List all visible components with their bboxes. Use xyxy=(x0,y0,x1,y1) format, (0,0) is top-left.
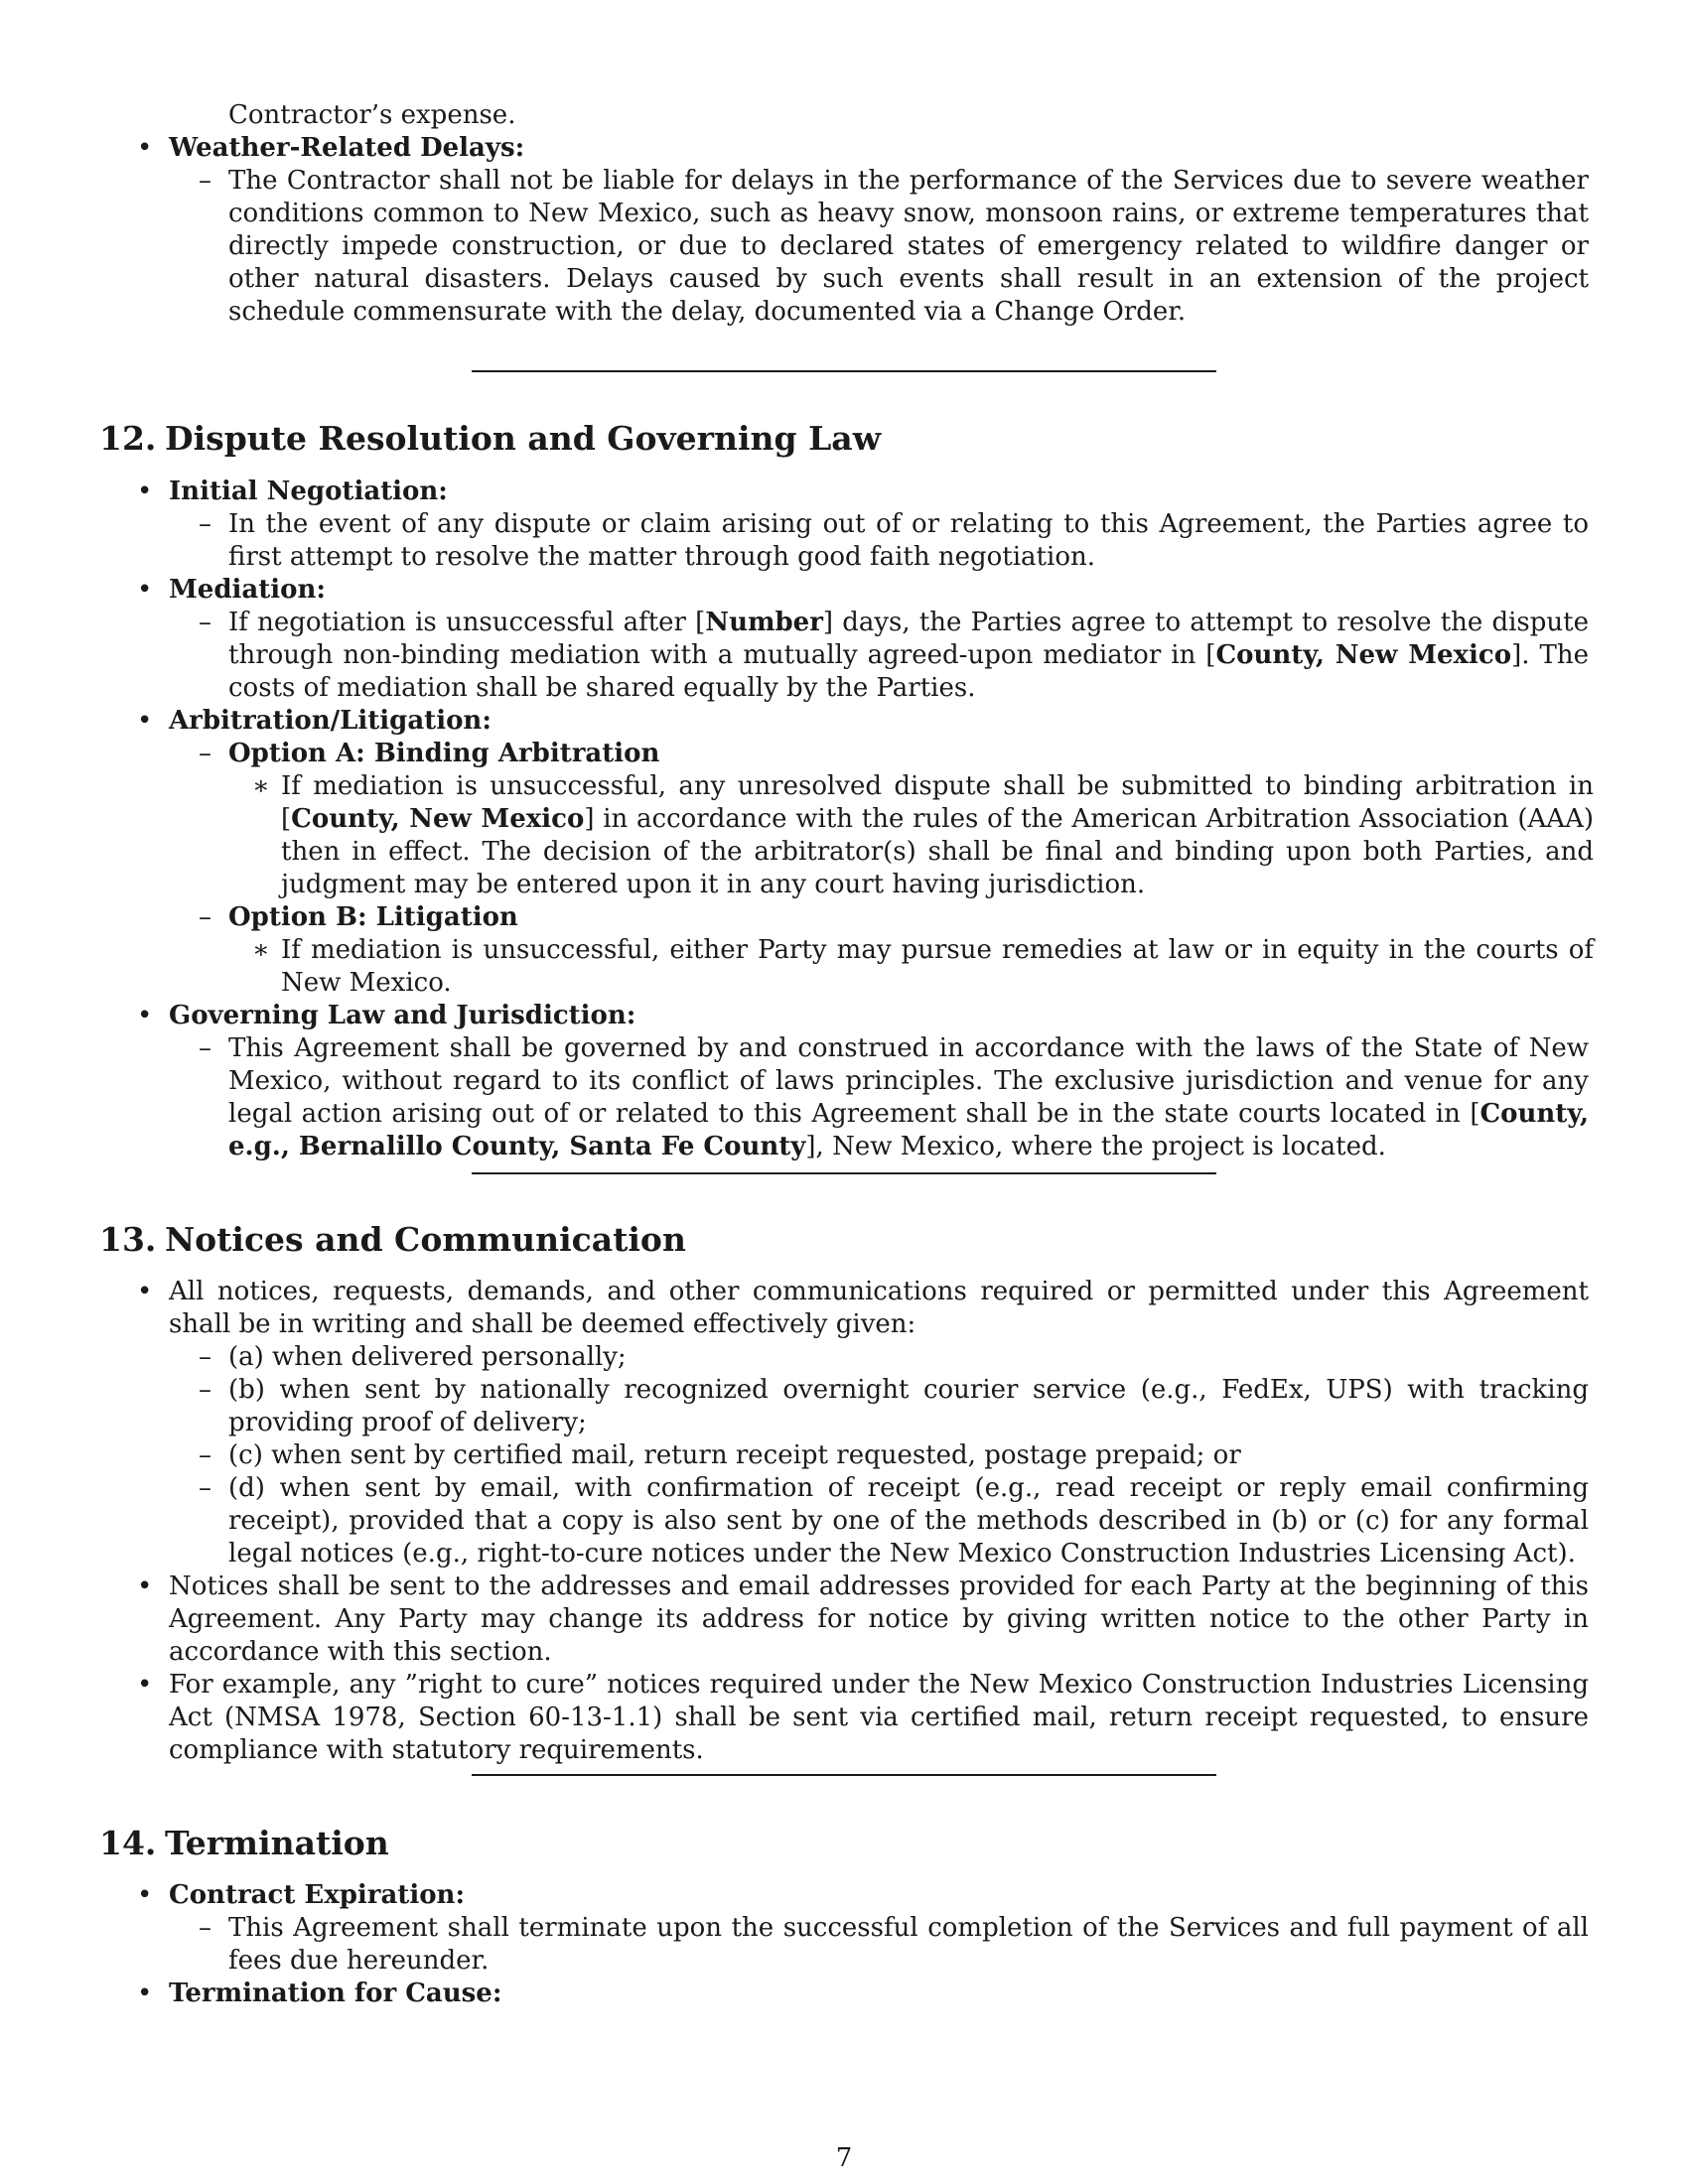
list-item-weather xyxy=(0,132,1688,165)
list-item-initial-negotiation xyxy=(0,476,1688,508)
sub-item-option-a xyxy=(0,738,1688,770)
item-label: Termination for Cause: xyxy=(169,1979,502,2008)
list-item-governing-law xyxy=(0,1000,1688,1032)
placeholder-field: County, New Mexico xyxy=(291,804,585,834)
section-13-body xyxy=(0,1276,1688,1767)
list-item xyxy=(0,1570,1688,1669)
bullet-icon: • xyxy=(137,133,153,163)
section-number: 14. xyxy=(99,1824,157,1862)
dash-icon: – xyxy=(199,1440,211,1470)
item-label: Arbitration/Litigation: xyxy=(169,706,492,736)
item-text: (a) when delivered personally; xyxy=(228,1342,627,1372)
dash-icon: – xyxy=(199,608,211,637)
item-text: (b) when sent by nationally recognized overnight courier service (e.g., FedEx, UPS) with tracking providing proof of delivery; xyxy=(228,1375,1589,1437)
sub-item xyxy=(0,1912,1688,1978)
dash-icon: – xyxy=(199,166,211,196)
asterisk-icon: ∗ xyxy=(252,935,270,965)
item-text: ], New Mexico, where the project is located. xyxy=(805,1132,1386,1161)
sub-sub-item xyxy=(0,934,1688,1000)
placeholder-field: County, e.g., Bernalillo County, Santa Fe County xyxy=(228,1099,1589,1161)
sub-item xyxy=(0,1032,1688,1163)
section-14-heading xyxy=(99,1824,389,1863)
item-label: Mediation: xyxy=(169,575,326,605)
bullet-icon: • xyxy=(137,575,153,605)
bullet-icon: • xyxy=(137,1001,153,1030)
continuation-text: Contractor’s expense. xyxy=(228,100,516,130)
section-13-heading xyxy=(99,1220,686,1260)
bullet-icon: • xyxy=(137,477,153,506)
section-11-continuation xyxy=(0,99,1688,329)
item-text: ]. The costs of mediation shall be shared equally by the Parties. xyxy=(228,640,1589,703)
bullet-icon: • xyxy=(137,1277,153,1306)
list-item-mediation xyxy=(0,574,1688,607)
list-item-termination-for-cause xyxy=(0,1978,1688,2010)
sub-item-option-b xyxy=(0,901,1688,934)
bullet-icon: • xyxy=(137,706,153,736)
sub-item xyxy=(0,1341,1688,1374)
sub-item-weather xyxy=(0,165,1688,329)
section-14-body xyxy=(0,1879,1688,2010)
bullet-icon: • xyxy=(137,1571,153,1601)
placeholder-field: County, New Mexico xyxy=(1215,640,1512,670)
dash-icon: – xyxy=(199,1342,211,1372)
section-divider xyxy=(472,1774,1216,1776)
dash-icon: – xyxy=(199,1473,211,1503)
item-text: If mediation is unsuccessful, either Party may pursue remedies at law or in equity in the courts of New Mexico. xyxy=(281,935,1594,998)
dash-icon: – xyxy=(199,902,211,932)
list-item xyxy=(0,1669,1688,1767)
section-number: 12. xyxy=(99,419,157,458)
sub-item xyxy=(0,1439,1688,1472)
dash-icon: – xyxy=(199,1913,211,1943)
item-text: All notices, requests, demands, and other communications required or permitted under this Agreement shall be in writing and shall be deemed effectively given: xyxy=(169,1277,1589,1339)
section-divider xyxy=(472,1172,1216,1174)
bullet-icon: • xyxy=(137,1979,153,2008)
item-label: Initial Negotiation: xyxy=(169,477,448,506)
asterisk-icon: ∗ xyxy=(252,771,270,801)
item-text: (c) when sent by certified mail, return receipt requested, postage prepaid; or xyxy=(228,1440,1241,1470)
item-text: This Agreement shall terminate upon the successful completion of the Services and full payment of all fees due hereunder. xyxy=(228,1913,1589,1976)
page-number: 7 xyxy=(835,2143,853,2173)
item-text: This Agreement shall be governed by and construed in accordance with the laws of the State of New Mexico, without regard to its conflict of laws principles. The exclusive jurisdiction and venue for any legal action arising out of or related to this Agreement shall be in the state courts located in [ xyxy=(228,1033,1589,1129)
section-12-body xyxy=(0,476,1688,1163)
section-title: Notices and Communication xyxy=(165,1220,686,1259)
item-label: Contract Expiration: xyxy=(169,1880,466,1910)
dash-icon: – xyxy=(199,1033,211,1063)
dash-icon: – xyxy=(199,509,211,539)
item-text: (d) when sent by email, with confirmation of receipt (e.g., read receipt or reply email confirming receipt), provided that a copy is also sent by one of the methods described in (b) or (c) for any formal legal notices (e.g., right-to-cure notices under the New Mexico Construction Industries Licensing Act). xyxy=(228,1473,1589,1569)
item-text: Notices shall be sent to the addresses and email addresses provided for each Party at the beginning of this Agreement. Any Party may change its address for notice by giving written notice to the other Party in accordance with this section. xyxy=(169,1571,1589,1667)
option-label: Option B: Litigation xyxy=(228,902,518,932)
weather-label: Weather-Related Delays: xyxy=(169,133,525,163)
list-item-contract-expiration xyxy=(0,1879,1688,1912)
sub-item xyxy=(0,508,1688,574)
list-item xyxy=(0,1276,1688,1341)
dash-icon: – xyxy=(199,1375,211,1405)
item-text: If mediation is unsuccessful, any unresolved dispute shall be submitted to binding arbitration in [ xyxy=(281,771,1594,834)
item-text: ] in accordance with the rules of the American Arbitration Association (AAA) then in effect. The decision of the arbitrator(s) shall be final and binding upon both Parties, and judgment may be entered upon it in any court having jurisdiction. xyxy=(281,804,1594,899)
item-label: Governing Law and Jurisdiction: xyxy=(169,1001,636,1030)
section-12-heading xyxy=(99,419,881,459)
section-title: Termination xyxy=(165,1824,389,1862)
weather-text: The Contractor shall not be liable for delays in the performance of the Services due to severe weather conditions common to New Mexico, such as heavy snow, monsoon rains, or extreme temperatures that directly impede construction, or due to declared states of emergency related to wildfire danger or other natural disasters. Delays caused by such events shall result in an extension of the project schedule commensurate with the delay, documented via a Change Order. xyxy=(228,166,1589,327)
section-title: Dispute Resolution and Governing Law xyxy=(165,419,882,458)
item-text: In the event of any dispute or claim arising out of or relating to this Agreement, the Parties agree to first attempt to resolve the matter through good faith negotiation. xyxy=(228,509,1589,572)
item-text: For example, any ”right to cure” notices required under the New Mexico Construction Industries Licensing Act (NMSA 1978, Section 60-13-1.1) shall be sent via certified mail, return receipt requested, to ensure compliance with statutory requirements. xyxy=(169,1670,1589,1765)
list-item-arbitration xyxy=(0,705,1688,738)
sub-sub-item xyxy=(0,770,1688,901)
section-number: 13. xyxy=(99,1220,157,1259)
bullet-icon: • xyxy=(137,1670,153,1700)
option-label: Option A: Binding Arbitration xyxy=(228,739,660,768)
item-text: If negotiation is unsuccessful after [ xyxy=(228,608,706,637)
sub-item xyxy=(0,1374,1688,1439)
sub-item xyxy=(0,1472,1688,1570)
item-text: ] days, the Parties agree to attempt to resolve the dispute through non-binding mediation with a mutually agreed-upon mediator in [ xyxy=(228,608,1589,670)
section-divider xyxy=(472,370,1216,372)
bullet-icon: • xyxy=(137,1880,153,1910)
sub-item xyxy=(0,607,1688,705)
dash-icon: – xyxy=(199,739,211,768)
placeholder-field: Number xyxy=(705,608,823,637)
